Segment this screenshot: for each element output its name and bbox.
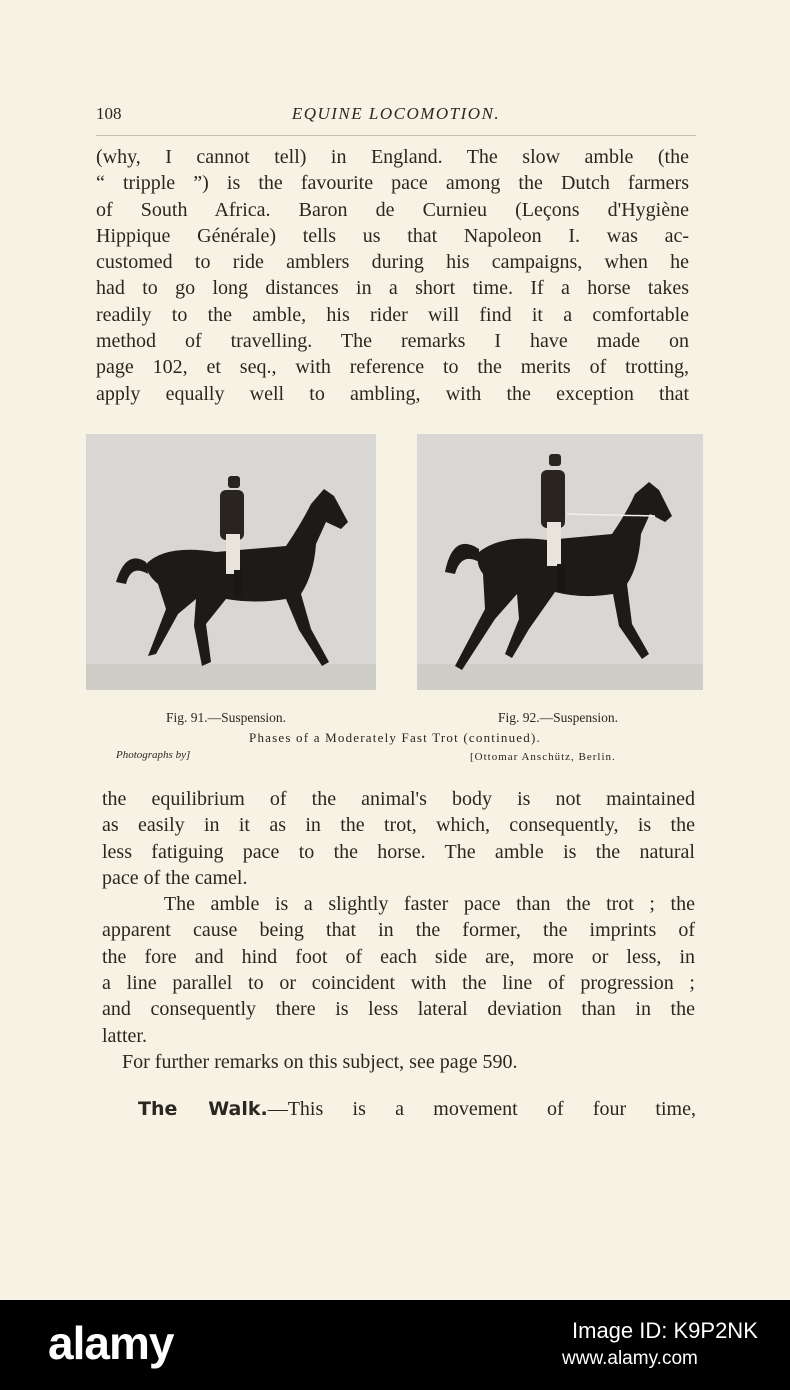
section-text: —This is a movement of four time,	[267, 1098, 696, 1120]
figure-92-caption: Fig. 92.—Suspension.	[498, 710, 619, 725]
paragraph-2	[102, 786, 695, 1075]
brand-logo: alamy	[48, 1317, 174, 1369]
text-line: method of travelling. The remarks I have made on	[96, 330, 689, 353]
page-header	[96, 104, 696, 130]
site-url: www.alamy.com	[562, 1348, 698, 1369]
running-title: EQUINE LOCOMOTION.	[291, 104, 501, 123]
image-id: Image ID: K9P2NK	[572, 1318, 758, 1343]
section-heading: The Walk.	[138, 1098, 268, 1120]
text-line: For further remarks on this subject, see page 590.	[102, 1050, 518, 1073]
text-line: “ tripple ”) is the favourite pace among the Dutch farmers	[96, 172, 689, 195]
text-line: pace of the camel.	[102, 866, 248, 889]
text-line: customed to ride amblers during his campaigns, when he	[96, 251, 689, 274]
paragraph-1	[96, 144, 689, 407]
text-line: a line parallel to or coincident with the line of progression ;	[102, 972, 695, 995]
text-line: of South Africa. Baron de Curnieu (Leçons d'Hygiène	[96, 198, 689, 221]
text-line: The amble is a slightly faster pace than the trot ; the	[102, 893, 695, 916]
text-line: and consequently there is less lateral deviation than in the	[102, 998, 695, 1021]
text-line: Hippique Générale) tells us that Napoleon I. was ac-	[96, 224, 689, 247]
text-line: as easily in it as in the trot, which, consequently, is the	[102, 814, 695, 837]
text-line: page 102, et seq., with reference to the merits of trotting,	[96, 356, 689, 379]
photo-credit-name: [Ottomar Anschütz, Berlin.	[470, 751, 616, 763]
figure-group-caption: Phases of a Moderately Fast Trot (continued).	[249, 730, 541, 745]
text-line: latter.	[102, 1024, 147, 1047]
text-line: had to go long distances in a short time. If a horse takes	[96, 277, 689, 300]
text-line: readily to the amble, his rider will find it a comfortable	[96, 303, 689, 326]
photo-credit-label: Photographs by]	[116, 749, 191, 761]
header-rule	[96, 135, 696, 136]
text-line: apparent cause being that in the former, the imprints of	[102, 919, 695, 942]
text-line: apply equally well to ambling, with the exception that	[96, 382, 689, 405]
text-line: the fore and hind foot of each side are, more or less, in	[102, 945, 695, 968]
horse-rider-illustration	[86, 434, 376, 690]
walk-section	[138, 1096, 696, 1122]
figure-91-caption: Fig. 91.—Suspension.	[166, 710, 287, 725]
horse-rider-illustration	[417, 434, 703, 690]
text-line: less fatiguing pace to the horse. The amble is the natural	[102, 840, 695, 863]
text-line: the equilibrium of the animal's body is not maintained	[102, 788, 695, 810]
page-number: 108	[96, 104, 122, 123]
photo-fig-91	[86, 434, 376, 690]
text-line: (why, I cannot tell) in England. The slow amble (the	[96, 146, 689, 168]
photo-fig-92	[417, 434, 703, 690]
